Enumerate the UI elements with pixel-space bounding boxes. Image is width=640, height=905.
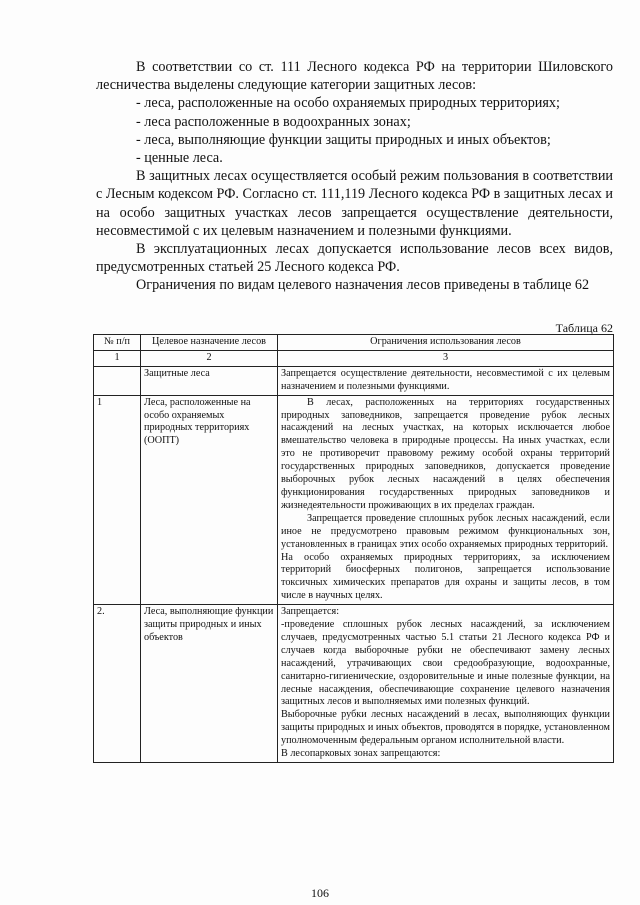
index-cell: 2 bbox=[141, 350, 278, 366]
restriction-paragraph: В лесопарковых зонах запрещаются: bbox=[281, 748, 441, 760]
intro-text bbox=[96, 58, 613, 295]
index-cell: 3 bbox=[278, 350, 614, 366]
intro-list-item: - леса расположенные в водоохранных зонах; bbox=[136, 113, 411, 130]
restriction-paragraph: Запрещается: bbox=[281, 606, 340, 618]
intro-paragraph-4: Ограничения по видам целевого назначения лесов приведены в таблице 62 bbox=[136, 277, 590, 294]
restrictions-table bbox=[93, 334, 614, 763]
restriction-paragraph: -проведение сплошных рубок лесных насаждений, за исключением случаев, предусмотренных частью 5.1 статьи 21 Лесного кодекса РФ и случаев когда выборочные рубки не обеспечивают замену лесных насаждений, утрачивающих свои средообразующие, водоохранные, санитарно-гигиенические, оздоровительные и иные полезные функции, на лесные насаждения, обеспечивающие сохранение целевого назначения защитных лесов и выполняемых ими полезных функций. bbox=[281, 619, 610, 708]
row-number: 2. bbox=[94, 605, 141, 763]
header-number: № п/п bbox=[94, 335, 141, 351]
table-index-row bbox=[94, 350, 614, 366]
page-number: 106 bbox=[311, 886, 329, 900]
intro-paragraph-2: В защитных лесах осуществляется особый режим пользования в соответствии с Лесным кодексом РФ. Согласно ст. 111,119 Лесного кодекса РФ в защитных лесах и на особо защитных участках лесов запрещается осуществление деятельности, несовместимой с их целевым назначением и полезными функциями. bbox=[96, 168, 613, 239]
restriction-paragraph: Запрещается осуществление деятельности, несовместимой с их целевым назначением и полезными функциями. bbox=[281, 367, 610, 392]
row-restrictions bbox=[278, 395, 614, 605]
header-purpose: Целевое назначение лесов bbox=[141, 335, 278, 351]
restriction-paragraph: В лесах, расположенных на территориях государственных природных заповедников, запрещается проведение рубок лесных насаждений на лесных участках, на которых исключается любое вмешательство человека в природные процессы. На иных участках, если это не противоречит правовому режиму особой охраны территорий государственных природных заповедников, допускается проведение выборочных рубок лесных насаждений в целях обеспечения функционирования государственных природных заповедников и жизнедеятельности проживающих в их пределах граждан. bbox=[281, 396, 610, 511]
header-restrictions: Ограничения использования лесов bbox=[278, 335, 614, 351]
intro-paragraph-3: В эксплуатационных лесах допускается использование лесов всех видов, предусмотренных статьей 25 Лесного кодекса РФ. bbox=[96, 241, 613, 276]
row-restrictions bbox=[278, 605, 614, 763]
table-row bbox=[94, 395, 614, 605]
table-caption: Таблица 62 bbox=[555, 321, 613, 335]
row-number: 1 bbox=[94, 395, 141, 605]
index-cell: 1 bbox=[94, 350, 141, 366]
intro-list-item: - леса, выполняющие функции защиты природных и иных объектов; bbox=[136, 131, 551, 148]
restriction-paragraph: Выборочные рубки лесных насаждений в лесах, выполняющих функции защиты природных и иных объектов, проводятся в порядке, установленном уполномоченным федеральным органом исполнительной власти. bbox=[281, 709, 610, 747]
table-row bbox=[94, 605, 614, 763]
intro-paragraph-1: В соответствии со ст. 111 Лесного кодекса РФ на территории Шиловского лесничества выделены следующие категории защитных лесов: bbox=[96, 59, 613, 94]
row-purpose: Леса, выполняющие функции защиты природных и иных объектов bbox=[141, 605, 278, 763]
intro-list-item: - леса, расположенные на особо охраняемых природных территориях; bbox=[136, 95, 560, 112]
intro-list-item: - ценные леса. bbox=[136, 150, 223, 167]
row-purpose: Леса, расположенные на особо охраняемых природных территориях (ООПТ) bbox=[141, 395, 278, 605]
row-number bbox=[94, 366, 141, 395]
row-purpose: Защитные леса bbox=[141, 366, 278, 395]
table-row bbox=[94, 366, 614, 395]
row-restrictions bbox=[278, 366, 614, 395]
restriction-paragraph: На особо охраняемых природных территориях, за исключением территорий биосферных полигонов, запрещается использование токсичных химических препаратов для охраны и защиты лесов, в том числе в научных целях. bbox=[281, 551, 610, 602]
restriction-paragraph: Запрещается проведение сплошных рубок лесных насаждений, если иное не предусмотрено правовым режимом функциональных зон, установленных в границах этих особо охраняемых природных территорий. bbox=[281, 512, 610, 550]
table-header-row bbox=[94, 335, 614, 351]
